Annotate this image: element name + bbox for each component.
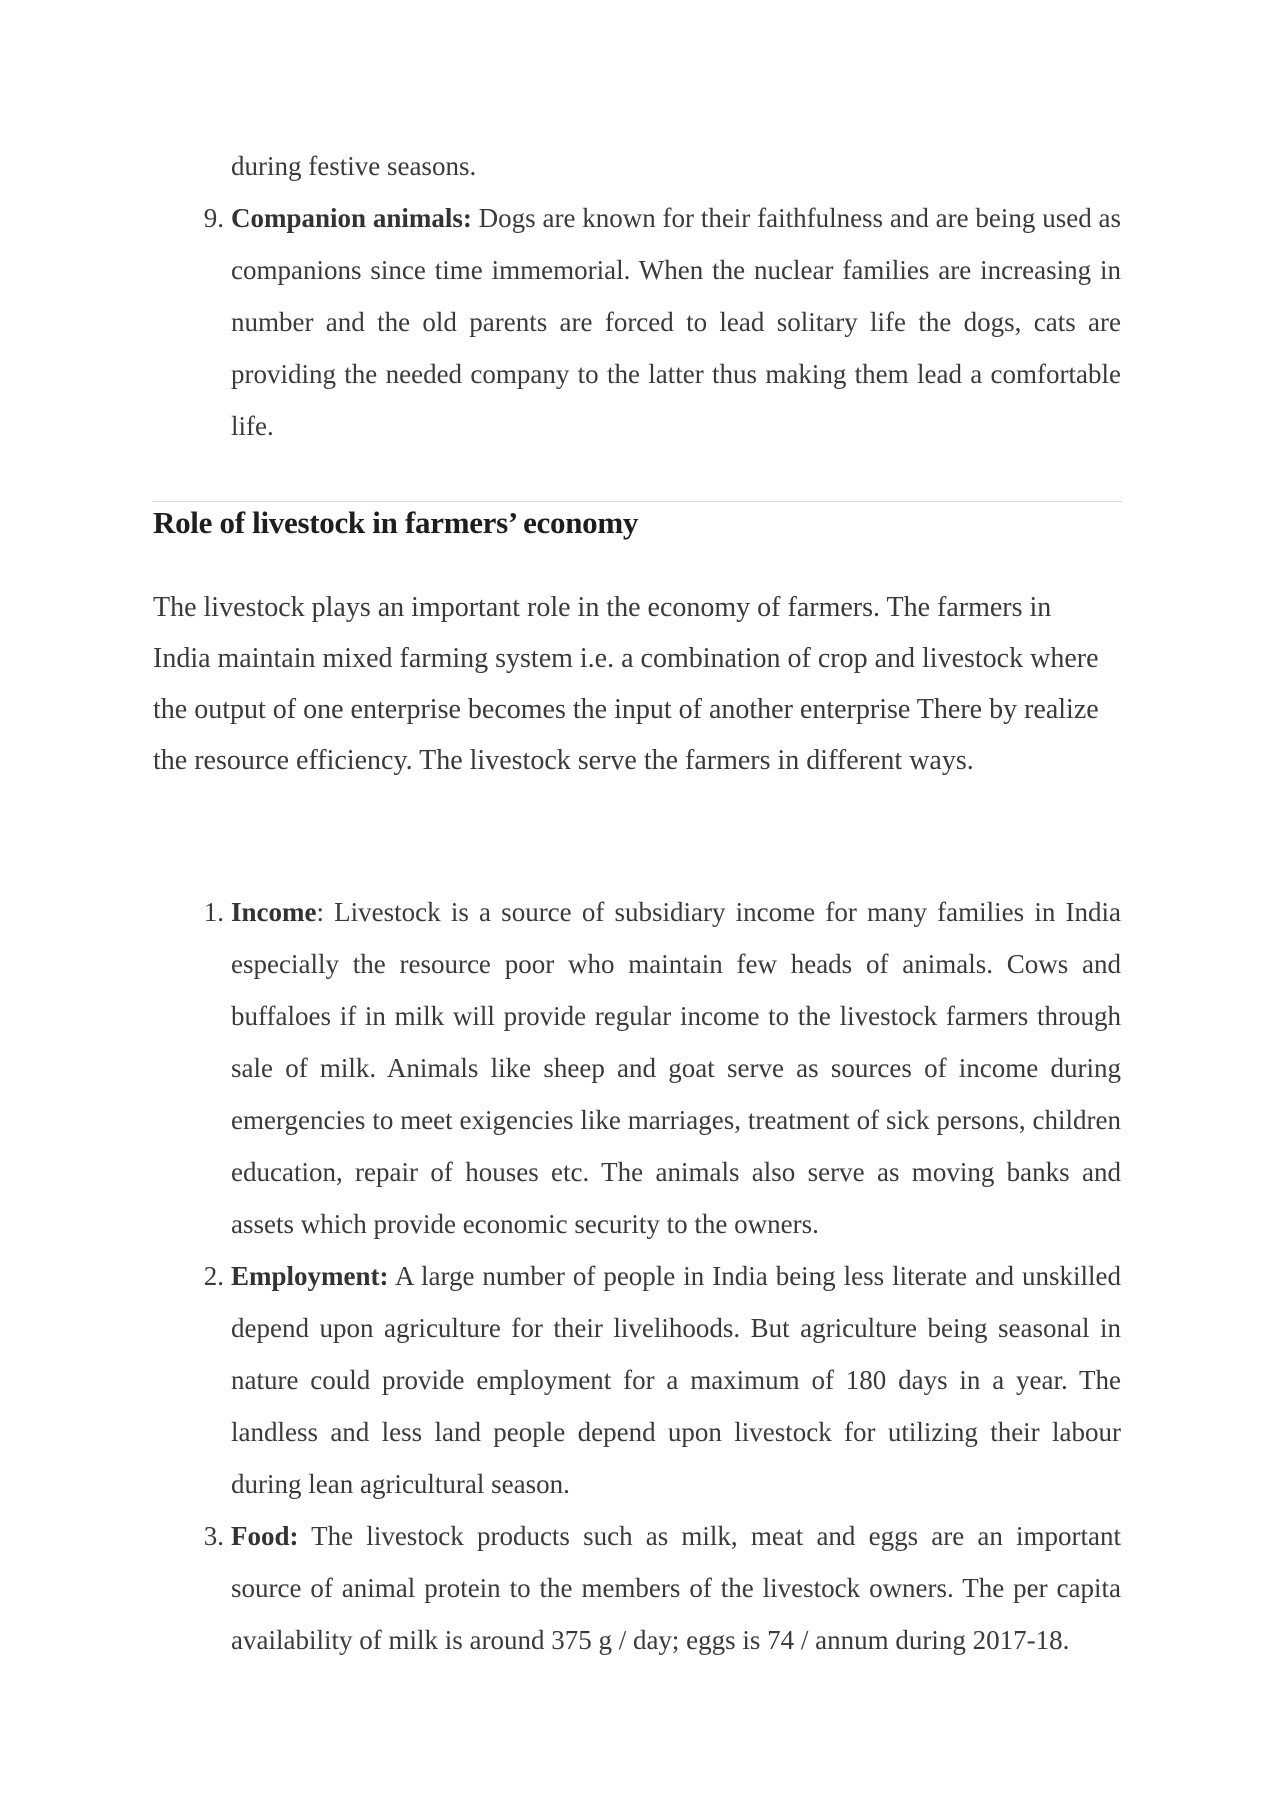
roles-list <box>0 886 1272 1666</box>
list-item-text: The livestock products such as milk, meat and eggs are an important source of animal protein to the members of the livestock owners. The per capita availability of milk is around 375 g / day; eggs is 74 / annum during 2017-18. <box>231 1521 1121 1655</box>
list-item <box>0 886 1272 1250</box>
list-item-text: : Livestock is a source of subsidiary income for many families in India especially the resource poor who maintain few heads of animals. Cows and buffaloes if in milk will provide regular income to the livestock farmers through sale of milk. Animals like sheep and goat serve as sources of income during emergencies to meet exigencies like marriages, treatment of sick persons, children education, repair of houses etc. The animals also serve as moving banks and assets which provide economic security to the owners. <box>231 897 1121 1239</box>
list-number: 9. <box>203 203 224 233</box>
list-item-body <box>231 1510 1121 1666</box>
list-item <box>0 1250 1272 1510</box>
list-item <box>0 1510 1272 1666</box>
list-number: 2. <box>203 1261 224 1291</box>
list-item-text: A large number of people in India being less literate and unskilled depend upon agriculture for their livelihoods. But agriculture being seasonal in nature could provide employment for a maximum of 180 days in a year. The landless and less land people depend upon livestock for utilizing their labour during lean agricultural season. <box>231 1261 1121 1499</box>
list-number: 3. <box>203 1521 224 1551</box>
list-item-title: Income <box>231 897 317 927</box>
list-item <box>0 192 1272 452</box>
list-item-text: Dogs are known for their faithfulness and are being used as companions since time immemorial. When the nuclear families are increasing in number and the old parents are forced to lead solitary life the dogs, cats are providing the needed company to the latter thus making them lead a comfortable life. <box>231 203 1121 441</box>
companion-list <box>0 192 1272 452</box>
list-number: 1. <box>203 897 224 927</box>
list-item-body <box>231 886 1121 1250</box>
list-item-title: Companion animals: <box>231 203 472 233</box>
intro-paragraph: The livestock plays an important role in the economy of farmers. The farmers in India maintain mixed farming system i.e. a combination of crop and livestock where the output of one enterprise becomes the input of another enterprise There by realize the resource efficiency. The livestock serve the farmers in different ways. <box>153 592 1099 776</box>
continuation-text: during festive seasons. <box>231 151 477 181</box>
section-heading: Role of livestock in farmers’ economy <box>153 505 639 540</box>
section-divider <box>152 501 1122 502</box>
list-item-title: Food: <box>231 1521 299 1551</box>
list-item-title: Employment: <box>231 1261 389 1291</box>
list-item-body <box>231 1250 1121 1510</box>
list-item-body <box>231 192 1121 452</box>
